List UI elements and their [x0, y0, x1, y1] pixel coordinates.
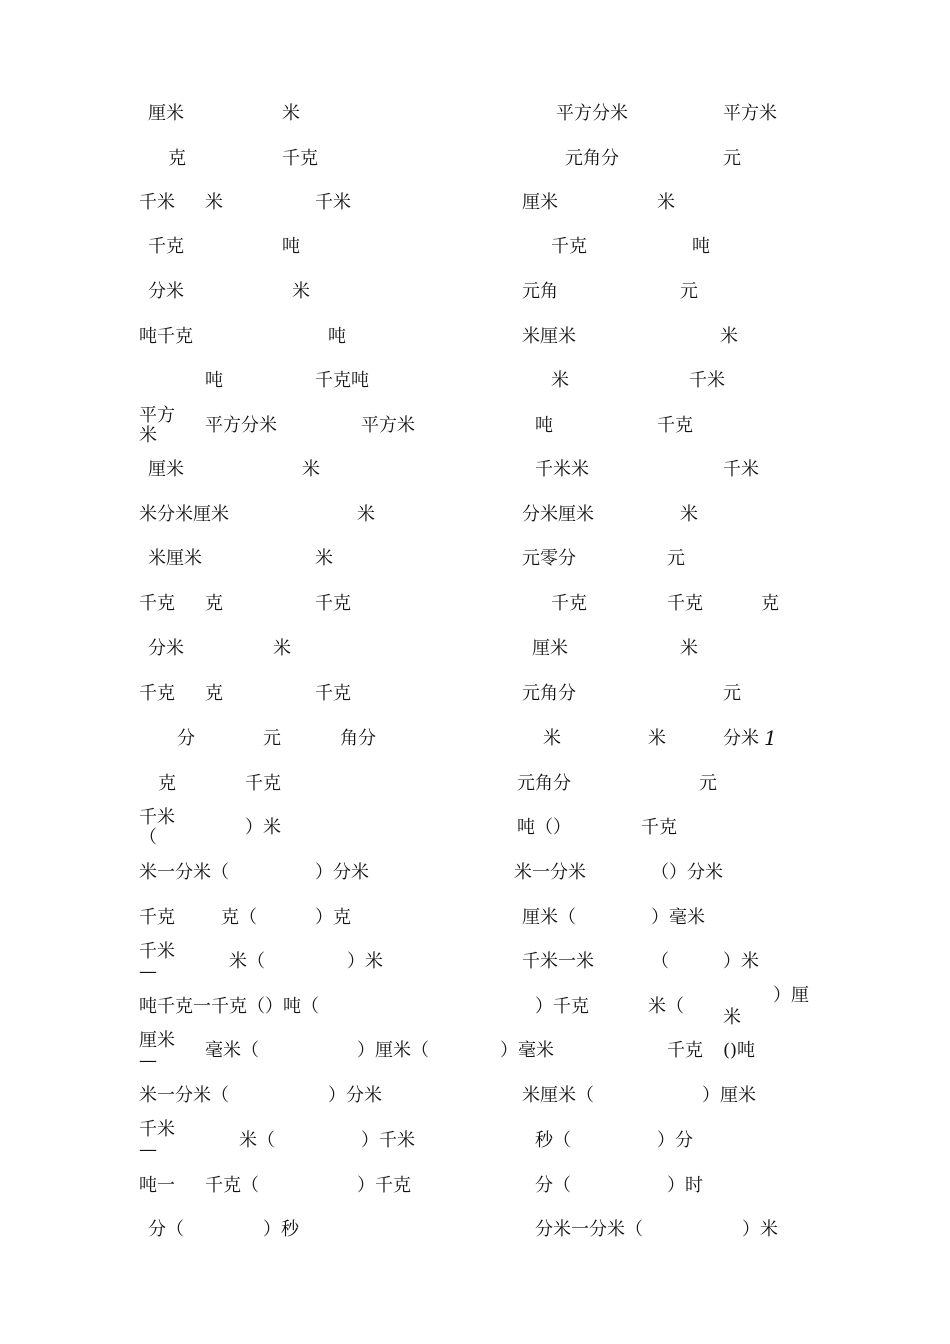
fill-in-item: 分（ — [148, 1219, 184, 1240]
unit-label: 元角分 — [522, 683, 576, 704]
unit-label: 千克吨 — [315, 370, 369, 391]
unit-label: 角分 — [340, 728, 376, 749]
fill-in-item: 分米一分米（ — [535, 1219, 643, 1240]
fill-in-item: 米（ — [229, 951, 265, 972]
unit-label: 平方米 — [139, 405, 175, 446]
unit-label: 米 — [357, 504, 375, 525]
unit-label: 分米厘米 — [522, 504, 594, 525]
unit-label: 米 — [680, 638, 698, 659]
number-label: 1 — [764, 726, 777, 750]
unit-label: 米 — [292, 281, 310, 302]
unit-label: 元 — [699, 773, 717, 794]
unit-label: 千克 — [551, 236, 587, 257]
unit-label: 米厘米 — [148, 548, 202, 569]
unit-label: 千克 — [245, 773, 281, 794]
fill-in-item: 米厘米（ — [522, 1085, 594, 1106]
fill-in-item: 千克 — [667, 1040, 703, 1061]
unit-label: 米 — [273, 638, 291, 659]
unit-label: 平方米 — [723, 103, 777, 124]
fill-in-item: 千米— — [139, 1119, 175, 1160]
fill-in-item: ）分米 — [315, 862, 369, 883]
unit-label: 米 — [551, 370, 569, 391]
unit-label: 千克 — [551, 593, 587, 614]
unit-label: 吨 — [282, 236, 300, 257]
fill-in-item: 米（ — [648, 996, 684, 1017]
unit-label: 厘米 — [148, 103, 184, 124]
unit-label: 千克 — [315, 683, 351, 704]
unit-label: 元 — [263, 728, 281, 749]
fill-in-item: 厘米— — [139, 1030, 175, 1071]
unit-label: 千米 — [723, 459, 759, 480]
unit-label: 千米米 — [535, 459, 589, 480]
unit-label: 千克 — [315, 593, 351, 614]
unit-label: 吨 — [535, 415, 553, 436]
fill-in-item: 米一分米（ — [139, 862, 229, 883]
unit-label: 厘米 — [148, 459, 184, 480]
fill-in-item: ）时 — [667, 1175, 703, 1196]
unit-label: 元 — [680, 281, 698, 302]
fill-in-item: ）分 — [657, 1130, 693, 1151]
unit-label: 千克 — [282, 148, 318, 169]
fill-in-item: ）厘米（ — [357, 1040, 429, 1061]
unit-label: 分米 — [148, 281, 184, 302]
unit-label: 千米 — [315, 192, 351, 213]
unit-label: 千克 — [139, 683, 175, 704]
fill-in-item: ）厘 — [773, 985, 809, 1006]
fill-in-item: ）米 — [347, 951, 383, 972]
fill-in-item: ）分米 — [328, 1085, 382, 1106]
fill-in-item: ）米 — [245, 817, 281, 838]
fill-in-item: ）千克 — [357, 1175, 411, 1196]
fill-in-item: 分（ — [535, 1175, 571, 1196]
unit-label: 米厘米 — [522, 326, 576, 347]
unit-label: 元角分 — [517, 773, 571, 794]
fill-in-item: 米一分米 — [514, 862, 586, 883]
fill-in-item: 吨（） — [517, 817, 571, 838]
fill-in-item: 千米— — [139, 941, 175, 982]
fill-in-item: ）米 — [723, 951, 759, 972]
unit-label: 元角分 — [565, 148, 619, 169]
unit-label: 吨 — [205, 370, 223, 391]
unit-label: 克 — [205, 593, 223, 614]
fill-in-item: 克（ — [221, 907, 257, 928]
fill-in-item: 厘米（ — [522, 907, 576, 928]
unit-label: 分米 — [723, 728, 759, 749]
unit-label: 元 — [667, 548, 685, 569]
unit-label: 吨千克 — [139, 326, 193, 347]
fill-in-item: ）毫米 — [651, 907, 705, 928]
fill-in-item: ）厘米 — [702, 1085, 756, 1106]
unit-label: 元零分 — [522, 548, 576, 569]
fill-in-item: 千米（ — [139, 807, 175, 848]
fill-in-item: ）秒 — [263, 1219, 299, 1240]
unit-label: 分 — [177, 728, 195, 749]
unit-label: 元角 — [522, 281, 558, 302]
unit-label: 克 — [761, 593, 779, 614]
fill-in-item: ）米 — [742, 1219, 778, 1240]
unit-label: 米 — [720, 326, 738, 347]
unit-label: 千米 — [139, 192, 175, 213]
unit-label: 米 — [680, 504, 698, 525]
unit-label: 分米 — [148, 638, 184, 659]
fill-in-item: ()吨 — [723, 1040, 756, 1061]
unit-label: 平方分米 — [205, 415, 277, 436]
unit-label: 米 — [205, 192, 223, 213]
fill-in-item: ）千米 — [361, 1130, 415, 1151]
fill-in-item: ）千克 — [535, 996, 589, 1017]
unit-label: 吨 — [328, 326, 346, 347]
unit-label: 米 — [302, 459, 320, 480]
unit-label: 米 — [657, 192, 675, 213]
fill-in-item: 米一分米（ — [139, 1085, 229, 1106]
unit-label: 克 — [158, 773, 176, 794]
fill-in-item: 千克（ — [205, 1175, 259, 1196]
unit-label: 平方米 — [361, 415, 415, 436]
unit-label: 吨 — [692, 236, 710, 257]
fill-in-item: 千米一米 — [522, 951, 594, 972]
unit-label: 米 — [543, 728, 561, 749]
unit-label: 千克 — [148, 236, 184, 257]
fill-in-item: 吨千克一千克（）吨（ — [139, 996, 319, 1017]
fill-in-item: 秒（ — [535, 1130, 571, 1151]
unit-label: 米 — [648, 728, 666, 749]
fill-in-item: ）毫米 — [500, 1040, 554, 1061]
unit-label: 元 — [723, 148, 741, 169]
fill-in-item: 米（ — [239, 1130, 275, 1151]
unit-label: 厘米 — [532, 638, 568, 659]
unit-label: 克 — [168, 148, 186, 169]
unit-label: 米 — [282, 103, 300, 124]
fill-in-item: ）克 — [315, 907, 351, 928]
fill-in-item: （）分米 — [651, 862, 723, 883]
fill-in-item: 千克 — [641, 817, 677, 838]
fill-in-item: 毫米（ — [205, 1040, 259, 1061]
unit-label: 千米 — [689, 370, 725, 391]
unit-label: 千克 — [667, 593, 703, 614]
unit-label: 平方分米 — [556, 103, 628, 124]
unit-label: 克 — [205, 683, 223, 704]
fill-in-item: （ — [651, 951, 669, 972]
unit-label: 元 — [723, 683, 741, 704]
fill-in-item: 米 — [723, 1007, 741, 1028]
fill-in-item: 吨一 — [139, 1175, 175, 1196]
fill-in-item: 千克 — [139, 907, 175, 928]
unit-label: 厘米 — [522, 192, 558, 213]
unit-label: 米 — [315, 548, 333, 569]
unit-label: 米分米厘米 — [139, 504, 229, 525]
unit-label: 千克 — [139, 593, 175, 614]
unit-label: 千克 — [657, 415, 693, 436]
